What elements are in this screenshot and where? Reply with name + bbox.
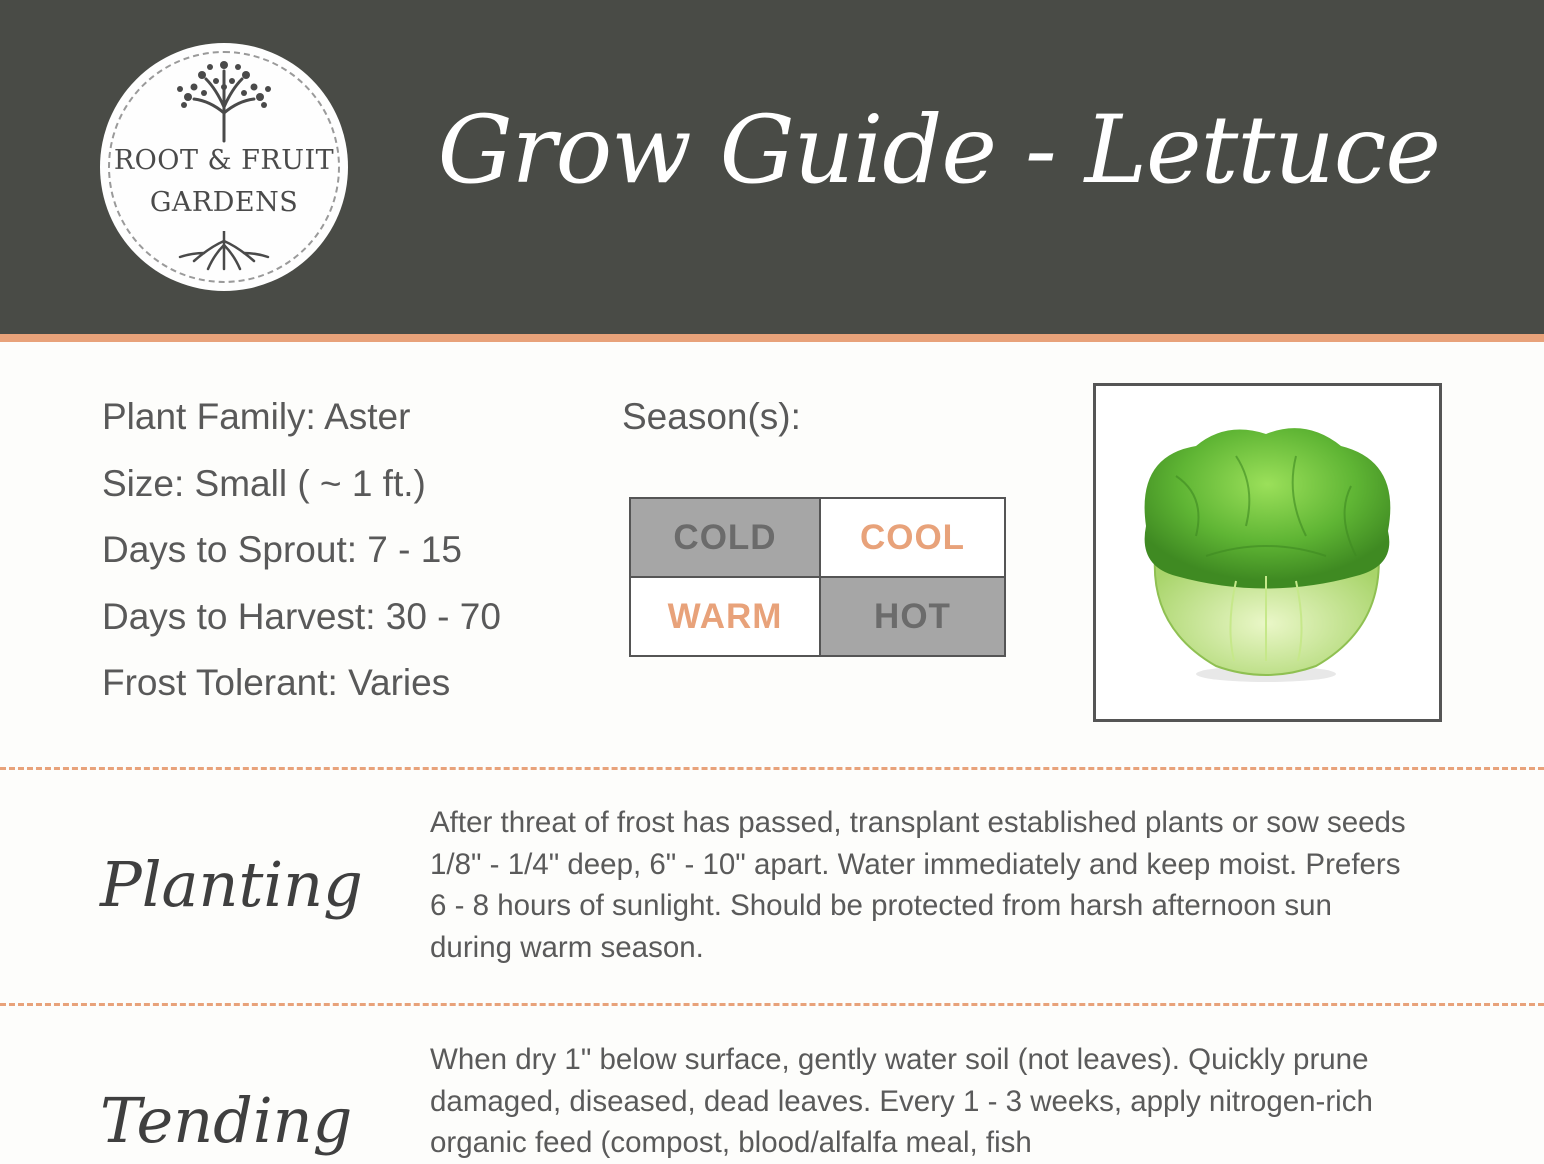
tending-title: Tending	[100, 1084, 353, 1157]
section-divider	[0, 767, 1544, 770]
fact-plant-family: Plant Family: Aster	[102, 396, 411, 437]
tending-body: When dry 1" below surface, gently water soil (not leaves). Quickly prune damaged, diseased, dead leaves. Every 1 - 3 weeks, apply nitrogen-rich organic feed (compost, blood/alfalfa meal, fish	[430, 1043, 1373, 1159]
planting-title: Planting	[100, 848, 363, 921]
season-label: Season(s):	[622, 396, 801, 437]
lettuce-photo	[1116, 416, 1416, 686]
logo-text-line1: ROOT & FRUIT	[113, 145, 335, 176]
logo-text-line2: GARDENS	[149, 187, 299, 218]
logo	[100, 43, 348, 291]
header-banner	[0, 0, 1544, 334]
season-cell-cool: COOL	[821, 499, 1004, 576]
season-cell-cold: COLD	[631, 499, 819, 576]
fact-size: Size: Small ( ~ 1 ft.)	[102, 462, 426, 504]
fact-frost-tolerant: Frost Tolerant: Varies	[102, 662, 451, 703]
plant-facts	[102, 392, 501, 725]
season-grid	[629, 497, 1006, 657]
lettuce-photo-frame	[1093, 383, 1442, 722]
season-cell-warm: WARM	[631, 578, 819, 655]
page-title: Grow Guide - Lettuce	[437, 96, 1440, 205]
fact-days-to-harvest: Days to Harvest: 30 - 70	[102, 595, 501, 637]
tree-icon	[164, 57, 284, 143]
roots-icon	[174, 231, 274, 271]
planting-body: After threat of frost has passed, transplant established plants or sow seeds 1/8" - 1/4" deep, 6" - 10" apart. Water immediately and keep moist. Prefers 6 - 8 hours of sunlight. Should be protected from harsh afternoon sun during warm season.	[430, 806, 1406, 964]
section-divider	[0, 1003, 1544, 1006]
season-cell-hot: HOT	[821, 578, 1004, 655]
fact-days-to-sprout: Days to Sprout: 7 - 15	[102, 529, 462, 570]
header-accent-rule	[0, 334, 1544, 342]
